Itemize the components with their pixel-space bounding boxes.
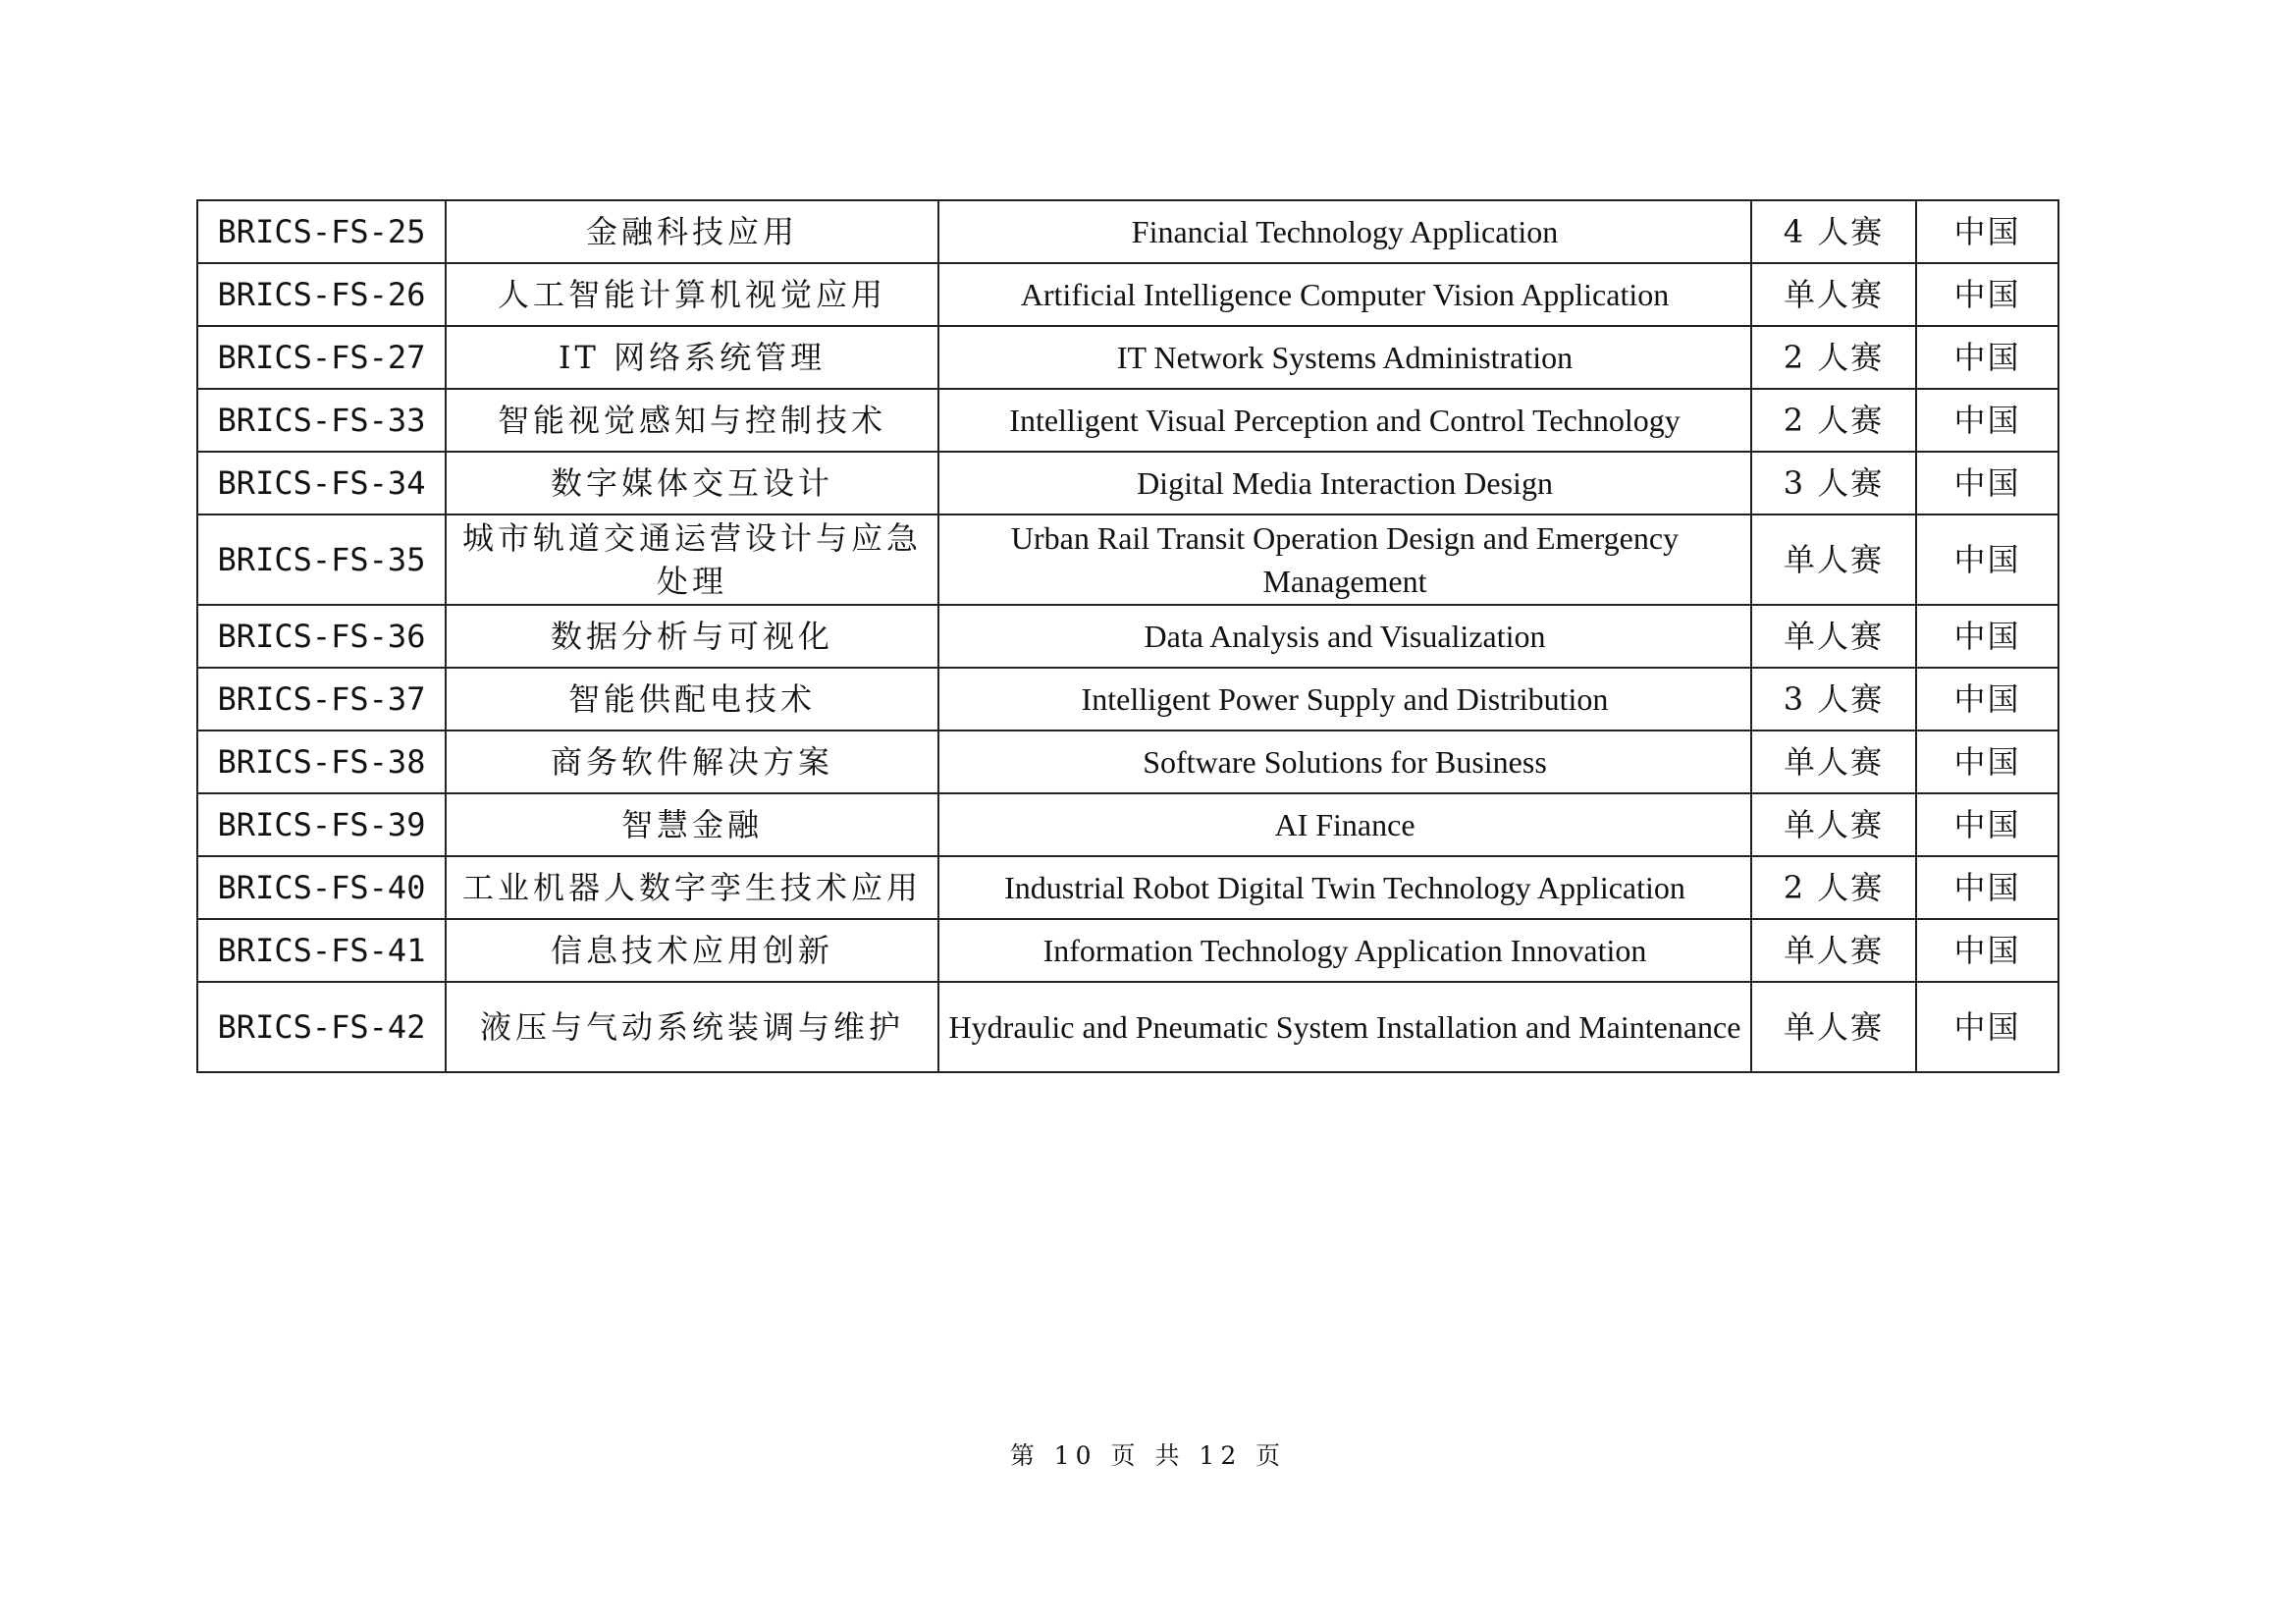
chinese-name-cell: 信息技术应用创新 — [446, 919, 938, 982]
chinese-name-cell: 商务软件解决方案 — [446, 731, 938, 793]
competition-type-cell: 4 人赛 — [1751, 200, 1916, 263]
table-row — [197, 731, 2058, 793]
country-cell: 中国 — [1916, 856, 2058, 919]
competition-code-cell: BRICS-FS-38 — [197, 731, 446, 793]
competition-type-cell: 单人赛 — [1751, 263, 1916, 326]
country-cell: 中国 — [1916, 263, 2058, 326]
country-cell: 中国 — [1916, 326, 2058, 389]
table-row — [197, 793, 2058, 856]
chinese-name-cell: 城市轨道交通运营设计与应急处理 — [446, 514, 938, 605]
competition-type-cell: 单人赛 — [1751, 919, 1916, 982]
page-footer: 第 10 页 共 12 页 — [1009, 1441, 1287, 1470]
english-name-cell: Urban Rail Transit Operation Design and Emergency Management — [938, 514, 1751, 605]
chinese-name-cell: 液压与气动系统装调与维护 — [446, 982, 938, 1072]
competition-code-cell: BRICS-FS-34 — [197, 452, 446, 514]
competition-type-cell: 2 人赛 — [1751, 389, 1916, 452]
competition-code-cell: BRICS-FS-35 — [197, 514, 446, 605]
english-name-cell: Artificial Intelligence Computer Vision Application — [938, 263, 1751, 326]
table-row — [197, 919, 2058, 982]
competition-type-cell: 单人赛 — [1751, 514, 1916, 605]
country-cell: 中国 — [1916, 389, 2058, 452]
table-row — [197, 605, 2058, 668]
competition-code-cell: BRICS-FS-41 — [197, 919, 446, 982]
competition-type-cell: 2 人赛 — [1751, 856, 1916, 919]
chinese-name-cell: IT 网络系统管理 — [446, 326, 938, 389]
country-cell: 中国 — [1916, 514, 2058, 605]
country-cell: 中国 — [1916, 731, 2058, 793]
competition-type-cell: 单人赛 — [1751, 982, 1916, 1072]
competition-table-body — [197, 200, 2058, 1072]
country-cell: 中国 — [1916, 982, 2058, 1072]
chinese-name-cell: 智能视觉感知与控制技术 — [446, 389, 938, 452]
competition-code-cell: BRICS-FS-26 — [197, 263, 446, 326]
english-name-cell: IT Network Systems Administration — [938, 326, 1751, 389]
competition-code-cell: BRICS-FS-36 — [197, 605, 446, 668]
table-row — [197, 452, 2058, 514]
competition-table — [196, 199, 2059, 1073]
english-name-cell: Hydraulic and Pneumatic System Installation and Maintenance — [938, 982, 1751, 1072]
country-cell: 中国 — [1916, 605, 2058, 668]
table-row — [197, 200, 2058, 263]
english-name-cell: Data Analysis and Visualization — [938, 605, 1751, 668]
chinese-name-cell: 智能供配电技术 — [446, 668, 938, 731]
country-cell: 中国 — [1916, 452, 2058, 514]
english-name-cell: Intelligent Visual Perception and Control Technology — [938, 389, 1751, 452]
table-row — [197, 389, 2058, 452]
competition-type-cell: 单人赛 — [1751, 793, 1916, 856]
chinese-name-cell: 数据分析与可视化 — [446, 605, 938, 668]
competition-code-cell: BRICS-FS-27 — [197, 326, 446, 389]
english-name-cell: Information Technology Application Innovation — [938, 919, 1751, 982]
chinese-name-cell: 工业机器人数字孪生技术应用 — [446, 856, 938, 919]
country-cell: 中国 — [1916, 919, 2058, 982]
table-row — [197, 263, 2058, 326]
english-name-cell: Financial Technology Application — [938, 200, 1751, 263]
chinese-name-cell: 人工智能计算机视觉应用 — [446, 263, 938, 326]
table-row — [197, 326, 2058, 389]
english-name-cell: Software Solutions for Business — [938, 731, 1751, 793]
english-name-cell: Industrial Robot Digital Twin Technology Application — [938, 856, 1751, 919]
competition-type-cell: 单人赛 — [1751, 605, 1916, 668]
chinese-name-cell: 智慧金融 — [446, 793, 938, 856]
table-row — [197, 514, 2058, 605]
country-cell: 中国 — [1916, 668, 2058, 731]
competition-type-cell: 3 人赛 — [1751, 452, 1916, 514]
english-name-cell: Digital Media Interaction Design — [938, 452, 1751, 514]
competition-type-cell: 3 人赛 — [1751, 668, 1916, 731]
table-row — [197, 982, 2058, 1072]
competition-code-cell: BRICS-FS-40 — [197, 856, 446, 919]
table-row — [197, 856, 2058, 919]
competition-code-cell: BRICS-FS-37 — [197, 668, 446, 731]
chinese-name-cell: 金融科技应用 — [446, 200, 938, 263]
chinese-name-cell: 数字媒体交互设计 — [446, 452, 938, 514]
country-cell: 中国 — [1916, 793, 2058, 856]
competition-type-cell: 2 人赛 — [1751, 326, 1916, 389]
competition-type-cell: 单人赛 — [1751, 731, 1916, 793]
competition-code-cell: BRICS-FS-39 — [197, 793, 446, 856]
competition-code-cell: BRICS-FS-25 — [197, 200, 446, 263]
english-name-cell: Intelligent Power Supply and Distribution — [938, 668, 1751, 731]
competition-code-cell: BRICS-FS-33 — [197, 389, 446, 452]
table-row — [197, 668, 2058, 731]
english-name-cell: AI Finance — [938, 793, 1751, 856]
country-cell: 中国 — [1916, 200, 2058, 263]
competition-code-cell: BRICS-FS-42 — [197, 982, 446, 1072]
